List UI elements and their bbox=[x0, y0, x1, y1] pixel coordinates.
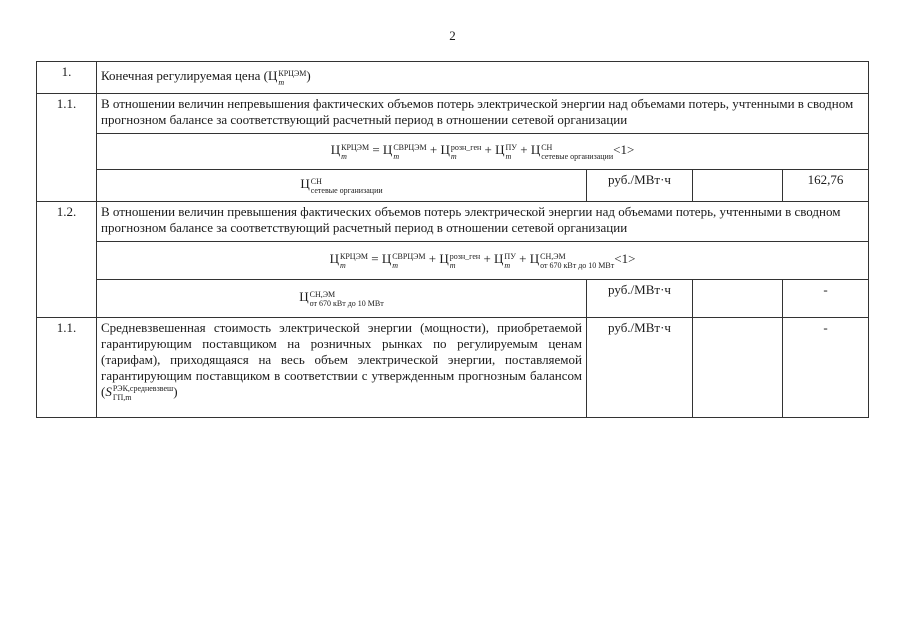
table-row bbox=[37, 318, 869, 418]
empty-cell bbox=[693, 170, 783, 202]
value-cell: 162,76 bbox=[783, 170, 869, 202]
table-row bbox=[37, 170, 869, 202]
row-description: В отношении величин непревышения фактических объемов потерь электрической энергии над объемами потерь, учтенными в сводном прогнозном балансе за соответствующий расчетный период в отношении сетевой организации bbox=[97, 94, 869, 134]
section-title: Конечная регулируемая цена (Ц КРЦЭМ m ) bbox=[97, 62, 869, 94]
page-number: 2 bbox=[449, 28, 456, 43]
row-description: В отношении величин превышения фактических объемов потерь электрической энергии над объемами потерь, учтенными в сводном прогнозном балансе за соответствующий расчетный период в отношении сетевой организации bbox=[97, 202, 869, 242]
row-number: 1.1. bbox=[37, 94, 97, 202]
table-row bbox=[37, 202, 869, 242]
param-label: Ц СН,ЭМ от 670 кВт до 10 МВт bbox=[97, 280, 587, 318]
unit-cell: руб./МВт·ч bbox=[587, 318, 693, 418]
row-description: Средневзвешенная стоимость электрической энергии (мощности), приобретаемой гарантирующим поставщиком на розничных рынках по регулируемым ценам (тарифам), приходящаяся на весь объем электрической энергии, поставляемой гарантирующим поставщиком в соответствии с утвержденным прогнозным балансом (S РЭК,средневзвеш ГП,m ) bbox=[97, 318, 587, 418]
param-label: Ц СН сетевые организации bbox=[97, 170, 587, 202]
row-number: 1.1. bbox=[37, 318, 97, 418]
tariff-table bbox=[36, 61, 869, 418]
unit-cell: руб./МВт·ч bbox=[587, 170, 693, 202]
value-cell: - bbox=[783, 318, 869, 418]
table-row bbox=[37, 94, 869, 134]
value-cell: - bbox=[783, 280, 869, 318]
table-row bbox=[37, 280, 869, 318]
empty-cell bbox=[693, 280, 783, 318]
row-number: 1. bbox=[37, 62, 97, 94]
unit-cell: руб./МВт·ч bbox=[587, 280, 693, 318]
row-number: 1.2. bbox=[37, 202, 97, 318]
empty-cell bbox=[693, 318, 783, 418]
table-row bbox=[37, 62, 869, 94]
formula: Ц КРЦЭМ m = Ц СВРЦЭМ m + Ц розн_ген m + Ц ПУ m + Ц СН сетевые организации <1> bbox=[97, 134, 869, 170]
formula-row bbox=[37, 242, 869, 280]
formula: Ц КРЦЭМ m = Ц СВРЦЭМ m + Ц розн_ген m + Ц ПУ m + Ц СН,ЭМ от 670 кВт до 10 МВт <1> bbox=[97, 242, 869, 280]
formula-row bbox=[37, 134, 869, 170]
